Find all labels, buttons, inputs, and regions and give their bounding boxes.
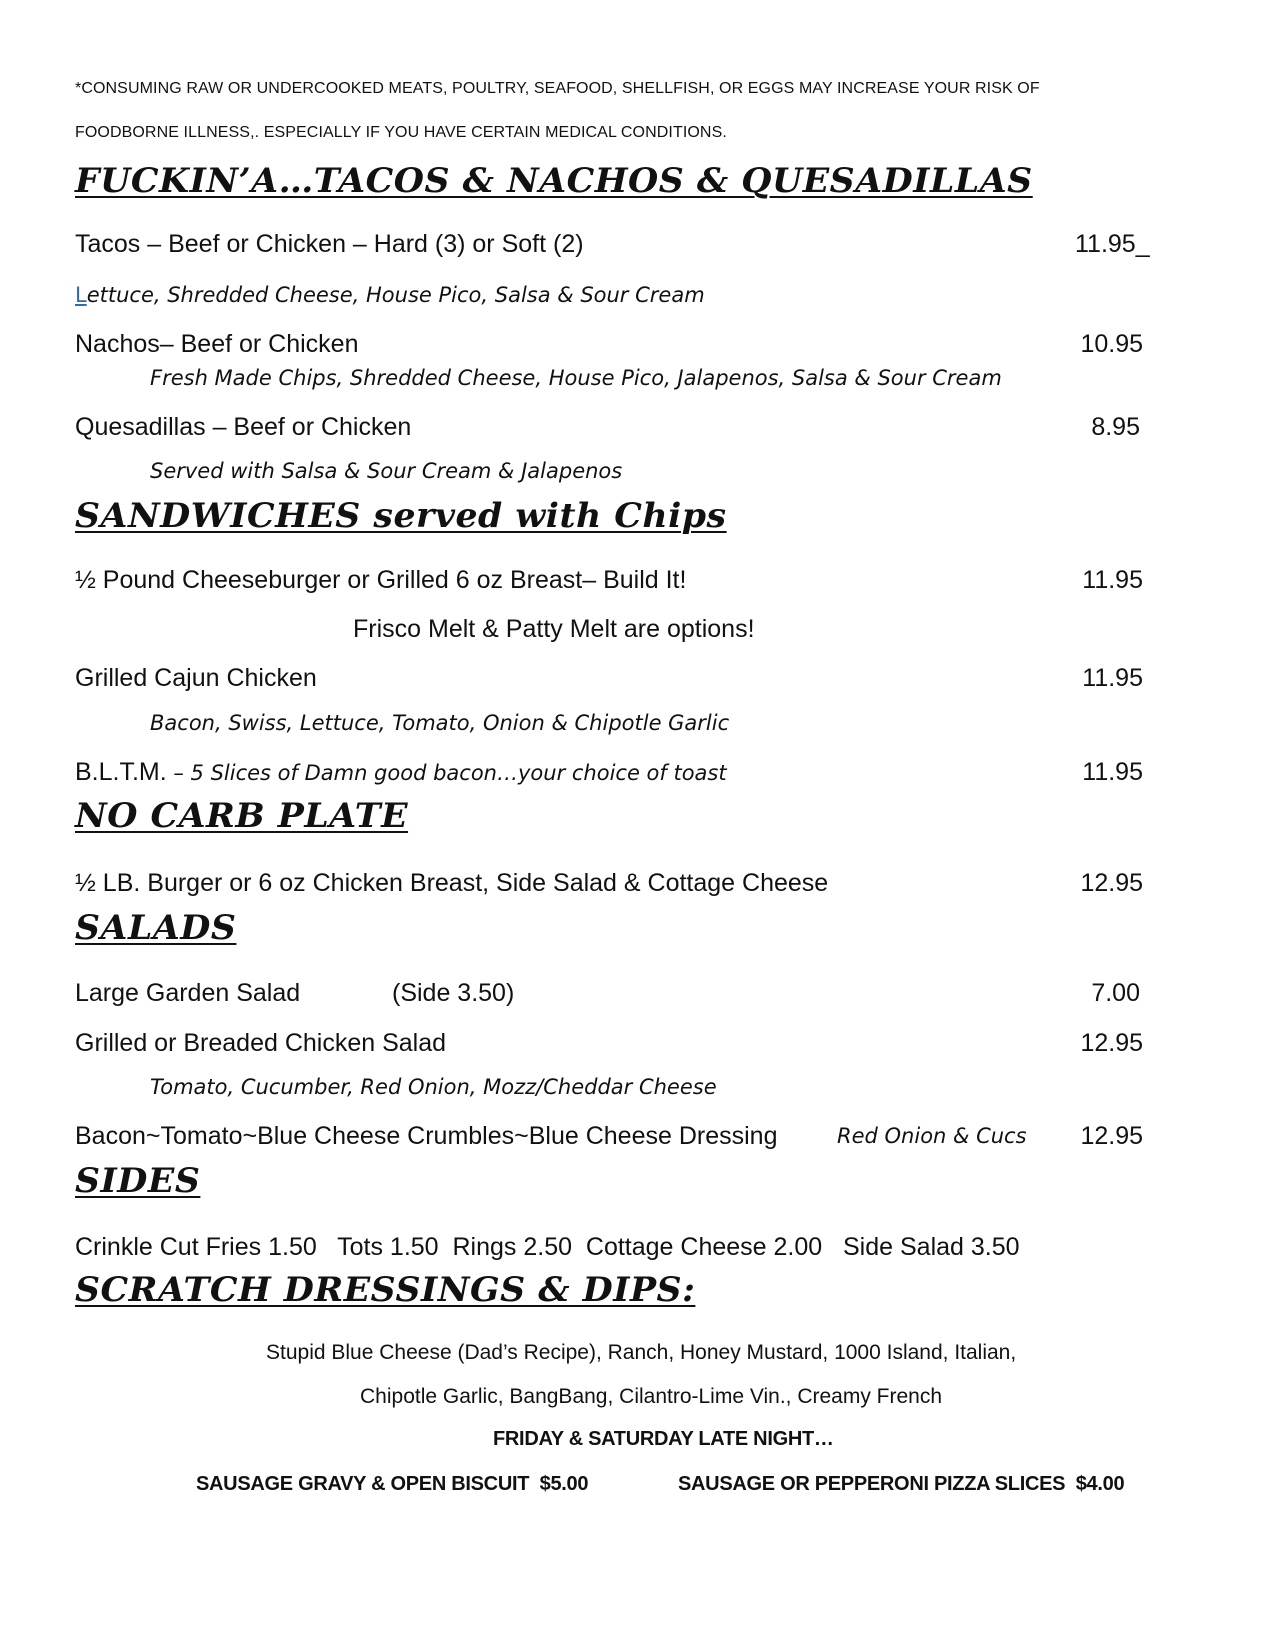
menu-item-no-carb-plate: ½ LB. Burger or 6 oz Chicken Breast, Side Salad & Cottage Cheese — [75, 869, 829, 897]
menu-item-blue-cheese-salad: Bacon~Tomato~Blue Cheese Crumbles~Blue Cheese Dressing — [75, 1122, 778, 1150]
price-chicken-salad: 12.95 — [1080, 1029, 1143, 1057]
menu-item-cajun-chicken: Grilled Cajun Chicken — [75, 664, 317, 692]
desc-quesadillas: Served with Salsa & Sour Cream & Jalapenos — [150, 459, 623, 483]
section-heading-dressings: SCRATCH DRESSINGS & DIPS: — [75, 1270, 696, 1310]
desc-cajun-chicken: Bacon, Swiss, Lettuce, Tomato, Onion & Chipotle Garlic — [150, 711, 730, 735]
menu-item-quesadillas: Quesadillas – Beef or Chicken — [75, 413, 412, 441]
late-night-item-biscuit: SAUSAGE GRAVY & OPEN BISCUIT $5.00 — [196, 1473, 589, 1495]
section-heading-sandwiches: SANDWICHES served with Chips — [75, 496, 727, 536]
disclaimer-line-2: FOODBORNE ILLNESS,. ESPECIALLY IF YOU HAVE CERTAIN MEDICAL CONDITIONS. — [75, 124, 727, 141]
desc-tacos-first-letter: L — [75, 283, 87, 307]
price-no-carb-plate: 12.95 — [1080, 869, 1143, 897]
bltm-name: B.L.T.M. — [75, 758, 167, 786]
section-heading-salads: SALADS — [75, 908, 237, 948]
price-cheeseburger: 11.95 — [1082, 566, 1143, 594]
late-night-item-pizza: SAUSAGE OR PEPPERONI PIZZA SLICES $4.00 — [678, 1473, 1125, 1495]
price-nachos: 10.95 — [1080, 330, 1143, 358]
price-quesadillas: 8.95 — [1091, 413, 1140, 441]
price-tacos: 11.95_ — [1075, 230, 1150, 258]
garden-salad-side-price: (Side 3.50) — [392, 979, 515, 1007]
desc-tacos — [75, 283, 705, 307]
dressings-line-2: Chipotle Garlic, BangBang, Cilantro-Lime Vin., Creamy French — [360, 1385, 943, 1408]
price-blue-cheese-salad: 12.95 — [1080, 1122, 1143, 1150]
desc-blue-cheese-salad: Red Onion & Cucs — [837, 1124, 1027, 1148]
menu-item-bltm — [75, 758, 727, 787]
desc-tacos-rest: ettuce, Shredded Cheese, House Pico, Salsa & Sour Cream — [86, 283, 705, 307]
menu-item-chicken-salad: Grilled or Breaded Chicken Salad — [75, 1029, 447, 1057]
menu-item-nachos: Nachos– Beef or Chicken — [75, 330, 359, 358]
price-garden-salad: 7.00 — [1091, 979, 1140, 1007]
dressings-line-1: Stupid Blue Cheese (Dad’s Recipe), Ranch, Honey Mustard, 1000 Island, Italian, — [266, 1341, 1017, 1364]
disclaimer-line-1: *CONSUMING RAW OR UNDERCOOKED MEATS, POULTRY, SEAFOOD, SHELLFISH, OR EGGS MAY INCREASE YOUR RISK OF — [75, 80, 1040, 97]
price-bltm: 11.95 — [1082, 758, 1143, 786]
desc-chicken-salad: Tomato, Cucumber, Red Onion, Mozz/Cheddar Cheese — [150, 1075, 717, 1099]
menu-item-garden-salad: Large Garden Salad — [75, 979, 301, 1007]
price-cajun-chicken: 11.95 — [1082, 664, 1143, 692]
menu-item-cheeseburger: ½ Pound Cheeseburger or Grilled 6 oz Breast– Build It! — [75, 566, 687, 594]
section-heading-sides: SIDES — [75, 1161, 201, 1201]
late-night-title: FRIDAY & SATURDAY LATE NIGHT… — [493, 1428, 834, 1450]
menu-item-tacos: Tacos – Beef or Chicken – Hard (3) or Soft (2) — [75, 230, 584, 258]
section-heading-tacos: FUCKIN’A…TACOS & NACHOS & QUESADILLAS — [75, 161, 1033, 201]
bltm-desc: – 5 Slices of Damn good bacon…your choice of toast — [166, 761, 727, 785]
note-melts: Frisco Melt & Patty Melt are options! — [353, 615, 755, 643]
desc-nachos: Fresh Made Chips, Shredded Cheese, House Pico, Jalapenos, Salsa & Sour Cream — [150, 366, 1002, 390]
section-heading-no-carb: NO CARB PLATE — [75, 796, 409, 836]
sides-list: Crinkle Cut Fries 1.50 Tots 1.50 Rings 2.50 Cottage Cheese 2.00 Side Salad 3.50 — [75, 1233, 1020, 1261]
